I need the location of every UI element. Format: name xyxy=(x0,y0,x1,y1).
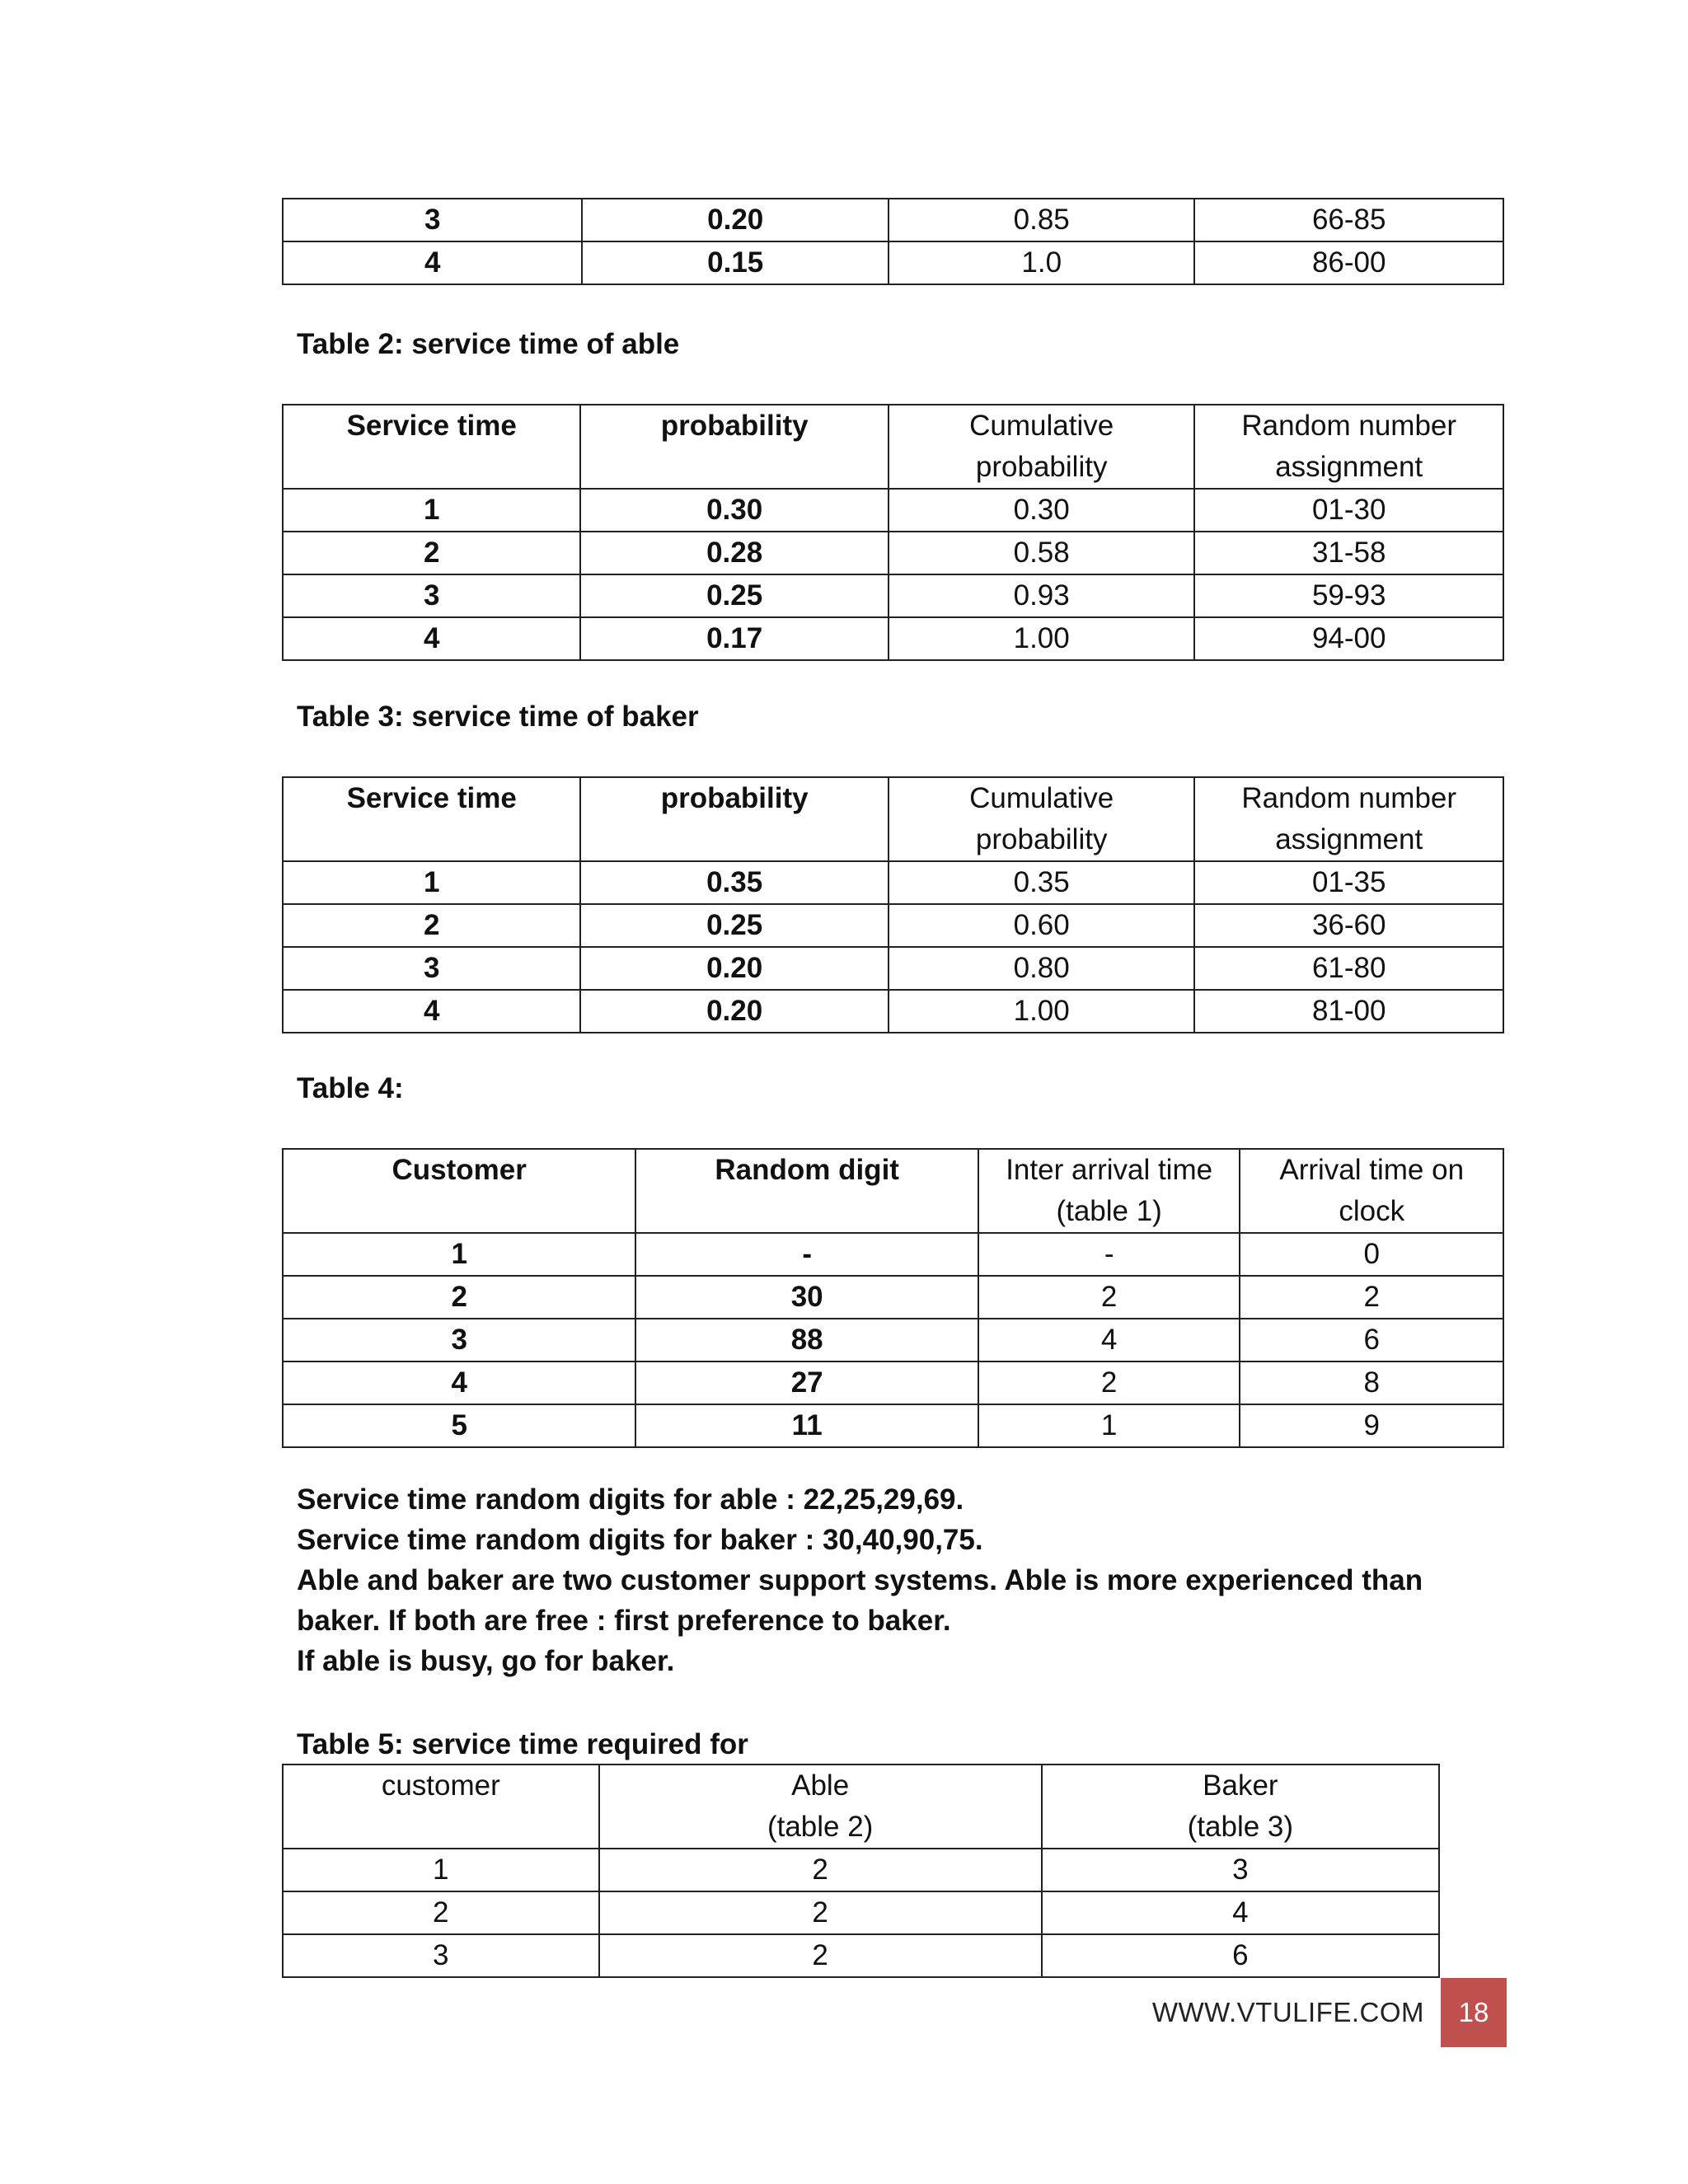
page-footer xyxy=(1071,1978,1507,2047)
header-cell xyxy=(635,1149,978,1233)
header-cell xyxy=(1042,1765,1439,1849)
table-cell: 4 xyxy=(1042,1891,1439,1934)
header-cell-line: (table 2) xyxy=(767,1811,874,1843)
table-row xyxy=(283,1934,1439,1977)
table-cell: 2 xyxy=(599,1891,1042,1934)
table-cell: 1 xyxy=(283,489,580,532)
header-cell xyxy=(978,1149,1240,1233)
table-cell: 0 xyxy=(1240,1233,1503,1276)
table-cell: 3 xyxy=(283,574,580,617)
table-cell: 1 xyxy=(978,1404,1240,1447)
table-cell: 1.00 xyxy=(889,617,1195,660)
table-cell: 8 xyxy=(1240,1361,1503,1404)
header-cell-line: probability xyxy=(975,451,1108,483)
table-3-caption: Table 3: service time of baker xyxy=(297,701,699,733)
table-cell: 4 xyxy=(283,1361,635,1404)
table-4-caption: Table 4: xyxy=(297,1072,404,1104)
table-row xyxy=(283,1319,1503,1361)
table-cell: - xyxy=(635,1233,978,1276)
table-cell: 59-93 xyxy=(1194,574,1503,617)
table-cell: 2 xyxy=(599,1934,1042,1977)
note-line: Able and baker are two customer support systems. Able is more experienced than xyxy=(297,1564,1423,1596)
table-cell: 0.20 xyxy=(582,199,889,241)
table-cell: 3 xyxy=(283,1319,635,1361)
table-cell: 4 xyxy=(283,990,580,1033)
table-cell: 01-35 xyxy=(1194,861,1503,904)
table-cell: 81-00 xyxy=(1194,990,1503,1033)
header-cell xyxy=(283,1149,635,1233)
table-cell: 61-80 xyxy=(1194,947,1503,990)
table-cell: 1 xyxy=(283,1849,599,1891)
table-row xyxy=(283,947,1503,990)
header-cell xyxy=(283,405,580,489)
table-5-service-time-required xyxy=(282,1764,1440,1978)
table-cell: 11 xyxy=(635,1404,978,1447)
header-cell xyxy=(889,777,1195,861)
table-row xyxy=(283,1849,1439,1891)
header-cell xyxy=(1194,777,1503,861)
header-cell-line: Inter arrival time xyxy=(1006,1154,1213,1186)
table-row xyxy=(283,574,1503,617)
table-cell: 36-60 xyxy=(1194,904,1503,947)
note-line: Service time random digits for able : 22,25,29,69. xyxy=(297,1483,964,1516)
table-cell: 0.20 xyxy=(580,990,889,1033)
header-cell xyxy=(283,1765,599,1849)
table-cell: 86-00 xyxy=(1194,241,1503,284)
table-cell: 31-58 xyxy=(1194,532,1503,574)
table-cell: 6 xyxy=(1240,1319,1503,1361)
header-cell-line: probability xyxy=(660,782,809,814)
table-cell: 0.28 xyxy=(580,532,889,574)
table-cell: 0.35 xyxy=(889,861,1195,904)
header-cell-line: Able xyxy=(791,1769,850,1802)
table-cell: - xyxy=(978,1233,1240,1276)
header-cell xyxy=(283,777,580,861)
table-row xyxy=(283,861,1503,904)
header-cell-line: (table 3) xyxy=(1187,1811,1294,1843)
table-cell: 66-85 xyxy=(1194,199,1503,241)
header-row xyxy=(283,777,1503,861)
table-cell: 2 xyxy=(599,1849,1042,1891)
table-cell: 0.85 xyxy=(889,199,1195,241)
table-cell: 0.93 xyxy=(889,574,1195,617)
note-line: If able is busy, go for baker. xyxy=(297,1645,675,1677)
table-cell: 01-30 xyxy=(1194,489,1503,532)
table-row xyxy=(283,1233,1503,1276)
table-cell: 0.30 xyxy=(580,489,889,532)
table-cell: 3 xyxy=(283,947,580,990)
table-cell: 6 xyxy=(1042,1934,1439,1977)
table-cell: 94-00 xyxy=(1194,617,1503,660)
table-cell: 0.25 xyxy=(580,574,889,617)
header-cell-line: assignment xyxy=(1275,451,1423,483)
table-cell: 4 xyxy=(283,617,580,660)
table-cell: 27 xyxy=(635,1361,978,1404)
footer-website: WWW.VTULIFE.COM xyxy=(1151,1997,1424,2027)
table-2-service-time-able xyxy=(282,404,1504,661)
header-cell-line: Customer xyxy=(392,1154,527,1186)
table-4-arrivals xyxy=(282,1148,1504,1448)
table-cell: 2 xyxy=(283,904,580,947)
header-cell-line: customer xyxy=(381,1769,500,1802)
header-cell-line: Service time xyxy=(346,782,517,814)
header-cell-line: (table 1) xyxy=(1056,1195,1162,1227)
header-cell-line: Arrival time on xyxy=(1279,1154,1465,1186)
header-cell xyxy=(1194,405,1503,489)
table-cell: 2 xyxy=(1240,1276,1503,1319)
table-row xyxy=(283,904,1503,947)
table-2-caption: Table 2: service time of able xyxy=(297,328,680,360)
table-cell: 2 xyxy=(283,532,580,574)
table-row xyxy=(283,241,1503,284)
header-cell-line: Random digit xyxy=(715,1154,899,1186)
header-cell-line: probability xyxy=(660,410,809,442)
table-row xyxy=(283,532,1503,574)
table-row xyxy=(283,1276,1503,1319)
table-cell: 1.0 xyxy=(889,241,1195,284)
header-cell-line: Random number xyxy=(1241,410,1457,442)
table-cell: 1.00 xyxy=(889,990,1195,1033)
table-row xyxy=(283,990,1503,1033)
table-cell: 0.35 xyxy=(580,861,889,904)
table-cell: 0.25 xyxy=(580,904,889,947)
header-cell xyxy=(580,405,889,489)
table-cell: 3 xyxy=(1042,1849,1439,1891)
page-number: 18 xyxy=(1441,1978,1507,2047)
header-cell xyxy=(1240,1149,1503,1233)
table-cell: 4 xyxy=(283,241,582,284)
table-cell: 1 xyxy=(283,861,580,904)
table-5-caption: Table 5: service time required for xyxy=(297,1728,748,1760)
header-cell xyxy=(889,405,1195,489)
header-cell-line: Random number xyxy=(1241,782,1457,814)
table-cell: 0.15 xyxy=(582,241,889,284)
header-row xyxy=(283,405,1503,489)
header-cell-line: probability xyxy=(975,823,1108,855)
header-cell-line: Cumulative xyxy=(969,410,1114,442)
table-cell: 0.20 xyxy=(580,947,889,990)
note-line: baker. If both are free : first preference to baker. xyxy=(297,1605,951,1637)
header-cell-line: assignment xyxy=(1275,823,1423,855)
table-cell: 0.80 xyxy=(889,947,1195,990)
header-row xyxy=(283,1765,1439,1849)
table-1-continued xyxy=(282,198,1504,285)
header-cell-line: Baker xyxy=(1203,1769,1278,1802)
table-row xyxy=(283,1891,1439,1934)
table-cell: 2 xyxy=(978,1276,1240,1319)
table-cell: 4 xyxy=(978,1319,1240,1361)
header-cell-line: clock xyxy=(1339,1195,1405,1227)
table-cell: 2 xyxy=(283,1276,635,1319)
table-cell: 2 xyxy=(978,1361,1240,1404)
header-cell-line: Service time xyxy=(346,410,517,442)
table-row xyxy=(283,489,1503,532)
table-cell: 9 xyxy=(1240,1404,1503,1447)
table-cell: 5 xyxy=(283,1404,635,1447)
header-cell xyxy=(580,777,889,861)
table-cell: 3 xyxy=(283,1934,599,1977)
table-cell: 88 xyxy=(635,1319,978,1361)
table-cell: 2 xyxy=(283,1891,599,1934)
table-cell: 0.60 xyxy=(889,904,1195,947)
header-cell-line: Cumulative xyxy=(969,782,1114,814)
header-cell xyxy=(599,1765,1042,1849)
header-row xyxy=(283,1149,1503,1233)
table-row xyxy=(283,617,1503,660)
table-cell: 0.17 xyxy=(580,617,889,660)
table-row xyxy=(283,1404,1503,1447)
table-cell: 0.58 xyxy=(889,532,1195,574)
table-cell: 0.30 xyxy=(889,489,1195,532)
note-line: Service time random digits for baker : 30,40,90,75. xyxy=(297,1524,983,1556)
table-row xyxy=(283,199,1503,241)
table-cell: 30 xyxy=(635,1276,978,1319)
table-cell: 1 xyxy=(283,1233,635,1276)
table-cell: 3 xyxy=(283,199,582,241)
table-row xyxy=(283,1361,1503,1404)
table-3-service-time-baker xyxy=(282,776,1504,1033)
notes-paragraph xyxy=(297,1479,1517,1681)
